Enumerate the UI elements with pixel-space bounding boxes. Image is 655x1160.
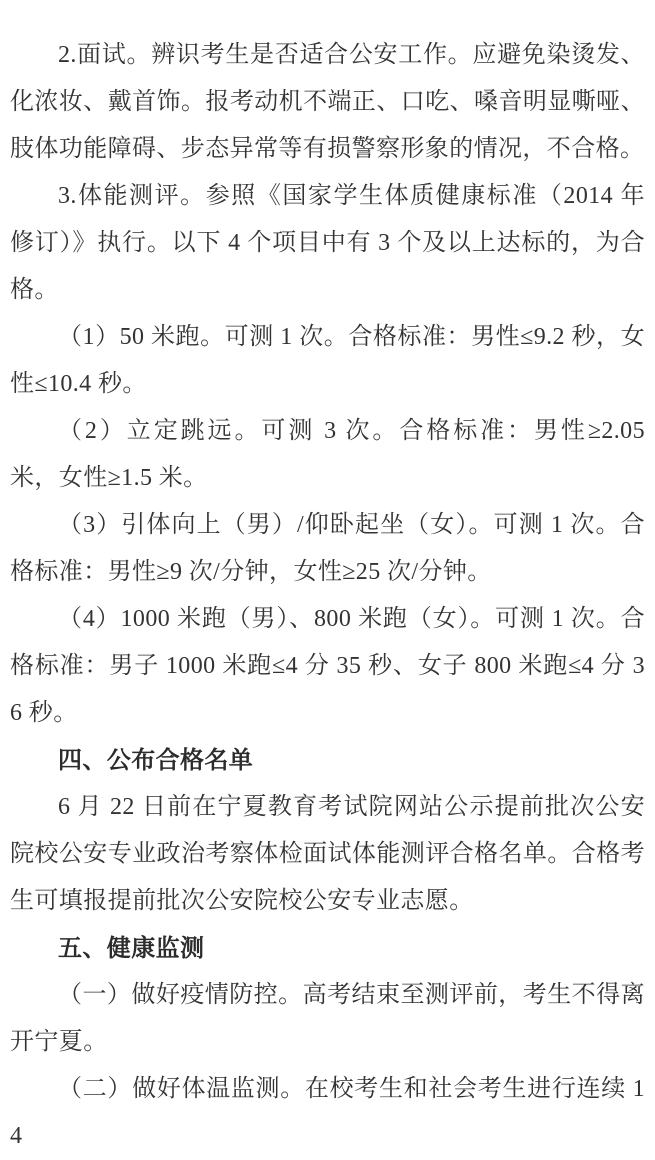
paragraph-item-50m-run: （1）50 米跑。可测 1 次。合格标准：男性≤9.2 秒，女性≤10.4 秒。 (10, 324, 645, 397)
paragraph-publish-list: 6 月 22 日前在宁夏教育考试院网站公示提前批次公安院校公安专业政治考察体检面试体能测评合格名单。合格考生可填报提前批次公安院校公安专业志愿。 (10, 794, 645, 914)
paragraph-temperature-check: （二）做好体温监测。在校考生和社会考生进行连续 14 (10, 1076, 645, 1149)
paragraph-item-long-jump: （2）立定跳远。可测 3 次。合格标准：男性≥2.05 米，女性≥1.5 米。 (10, 418, 645, 491)
paragraph-interview: 2.面试。辨识考生是否适合公安工作。应避免染烫发、化浓妆、戴首饰。报考动机不端正、口吃、嗓音明显嘶哑、肢体功能障碍、步态异常等有损警察形象的情况，不合格。 (10, 42, 645, 162)
paragraph-item-pullup-situp: （3）引体向上（男）/仰卧起坐（女）。可测 1 次。合格标准：男性≥9 次/分钟，女性≥25 次/分钟。 (10, 512, 645, 585)
paragraph-epidemic-control: （一）做好疫情防控。高考结束至测评前，考生不得离开宁夏。 (10, 982, 645, 1055)
paragraph-item-distance-run: （4）1000 米跑（男）、800 米跑（女）。可测 1 次。合格标准：男子 1000 米跑≤4 分 35 秒、女子 800 米跑≤4 分 36 秒。 (10, 606, 645, 726)
section-heading-health-monitoring: 五、健康监测 (58, 935, 205, 962)
paragraph-fitness-intro: 3.体能测评。参照《国家学生体质健康标准（2014 年修订）》执行。以下 4 个项目中有 3 个及以上达标的，为合格。 (10, 183, 645, 303)
section-heading-publish-list: 四、公布合格名单 (58, 747, 254, 774)
